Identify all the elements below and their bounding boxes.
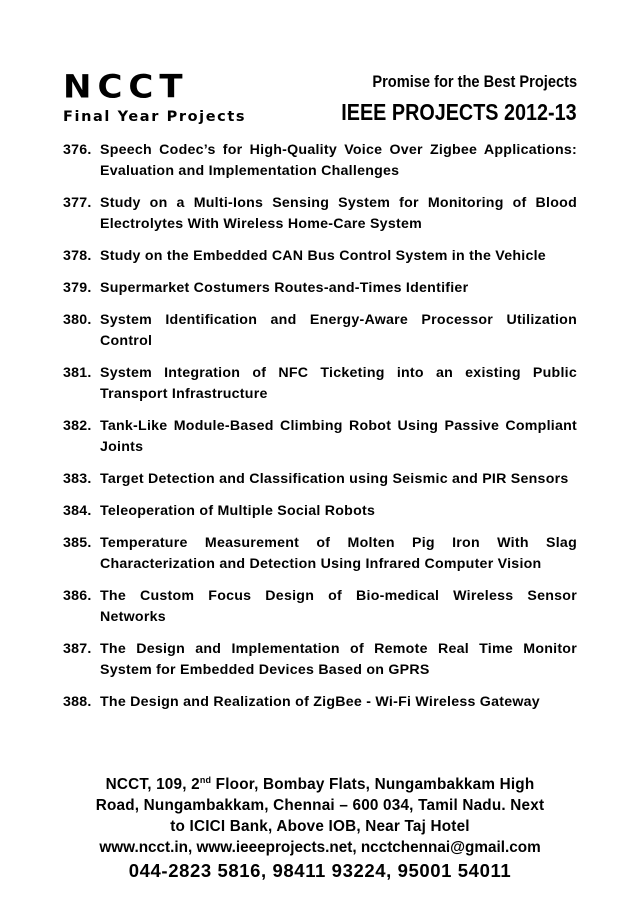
list-item [63, 639, 577, 681]
page-title: IEEE PROJECTS 2012-13 [341, 99, 577, 125]
item-number: 378. [63, 248, 92, 264]
item-number: 386. [63, 588, 92, 604]
item-title: Tank-Like Module-Based Climbing Robot Using Passive Compliant Joints [100, 418, 577, 455]
item-number: 379. [63, 280, 92, 296]
logo-subtitle: Final Year Projects [63, 109, 247, 125]
item-title: Target Detection and Classification using Seismic and PIR Sensors [100, 471, 569, 487]
ncct-logo: NCCT [63, 68, 189, 106]
item-title: Study on a Multi-Ions Sensing System for Monitoring of Blood Electrolytes With Wireless Home-Care System [100, 195, 577, 232]
address-line-3: to ICICI Bank, Above IOB, Near Taj Hotel [170, 818, 470, 835]
address-line-2: Road, Nungambakkam, Chennai – 600 034, Tamil Nadu. Next [95, 797, 545, 814]
item-number: 384. [63, 503, 92, 519]
project-list [63, 140, 577, 724]
item-title: Study on the Embedded CAN Bus Control System in the Vehicle [100, 248, 546, 264]
item-number: 383. [63, 471, 92, 487]
address-part: NCCT, 109, 2 [105, 776, 200, 793]
item-number: 376. [63, 142, 92, 158]
list-item [63, 193, 577, 235]
item-title: System Integration of NFC Ticketing into an existing Public Transport Infrastructure [100, 365, 577, 402]
contact-web-email: www.ncct.in, www.ieeeprojects.net, ncctchennai@gmail.com [99, 839, 541, 856]
address-part: Floor, Bombay Flats, Nungambakkam High [211, 776, 535, 793]
item-title: The Design and Implementation of Remote Real Time Monitor System for Embedded Devices Based on GPRS [100, 641, 577, 678]
list-item [63, 416, 577, 458]
list-item [63, 278, 577, 299]
item-number: 385. [63, 535, 92, 551]
item-number: 377. [63, 195, 92, 211]
page-footer [60, 774, 580, 883]
item-title: System Identification and Energy-Aware Processor Utilization Control [100, 312, 577, 349]
list-item [63, 140, 577, 182]
page-header [63, 68, 577, 130]
list-item [63, 533, 577, 575]
list-item [63, 469, 577, 490]
contact-phones: 044-2823 5816, 98411 93224, 95001 54011 [128, 860, 512, 881]
item-number: 382. [63, 418, 92, 434]
item-number: 380. [63, 312, 92, 328]
list-item [63, 246, 577, 267]
list-item [63, 586, 577, 628]
item-title: The Custom Focus Design of Bio-medical Wireless Sensor Networks [100, 588, 577, 625]
ordinal-suffix: nd [199, 774, 212, 785]
item-number: 381. [63, 365, 92, 381]
item-title: Teleoperation of Multiple Social Robots [100, 503, 376, 519]
list-item [63, 363, 577, 405]
list-item [63, 310, 577, 352]
item-number: 387. [63, 641, 92, 657]
tagline: Promise for the Best Projects [372, 72, 577, 91]
item-title: The Design and Realization of ZigBee - Wi-Fi Wireless Gateway [100, 694, 540, 710]
list-item [63, 501, 577, 522]
item-title: Speech Codec’s for High-Quality Voice Over Zigbee Applications: Evaluation and Implementation Challenges [100, 142, 577, 179]
item-title: Supermarket Costumers Routes-and-Times Identifier [100, 280, 469, 296]
item-number: 388. [63, 694, 92, 710]
item-title: Temperature Measurement of Molten Pig Iron With Slag Characterization and Detection Using Infrared Computer Vision [100, 535, 577, 572]
address-line-1 [60, 774, 580, 795]
list-item [63, 692, 577, 713]
